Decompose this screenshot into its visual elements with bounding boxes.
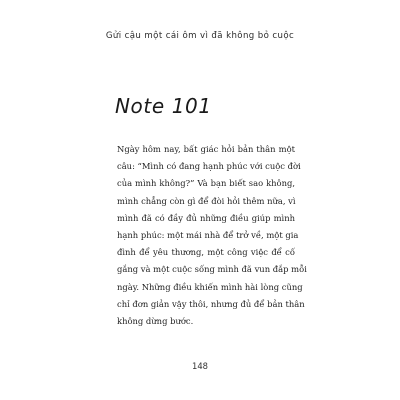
note-title: Note 101: [115, 94, 212, 118]
page-number: 148: [192, 361, 208, 371]
body-line: mình chẳng còn gì để đòi hỏi thêm nữa, vì: [117, 195, 296, 206]
body-line: chỉ đơn giản vậy thôi, nhưng đủ để bản thân: [117, 298, 305, 309]
body-line: đình để yêu thương, một công việc để cố: [117, 247, 295, 258]
body-line: câu: “Mình có đang hạnh phúc với cuộc đời: [117, 161, 301, 172]
body-line: mình đã có đầy đủ những điều giúp mình: [117, 212, 295, 223]
running-header: Gửi cậu một cái ôm vì đã không bỏ cuộc: [105, 31, 295, 41]
body-line: Ngày hôm nay, bất giác hỏi bản thân một: [117, 144, 295, 154]
body-line: hạnh phúc: một mái nhà để trở về, một gia: [117, 230, 299, 241]
body-line: ngày. Những điều khiến mình hài lòng cũng: [117, 281, 303, 292]
body-line: của mình không?” Và bạn biết sao không,: [117, 178, 295, 189]
body-line: không dừng bước.: [117, 316, 194, 327]
note-body: [117, 141, 307, 330]
body-line: gắng và một cuộc sống mình đã vun đắp mỗi: [117, 264, 307, 275]
